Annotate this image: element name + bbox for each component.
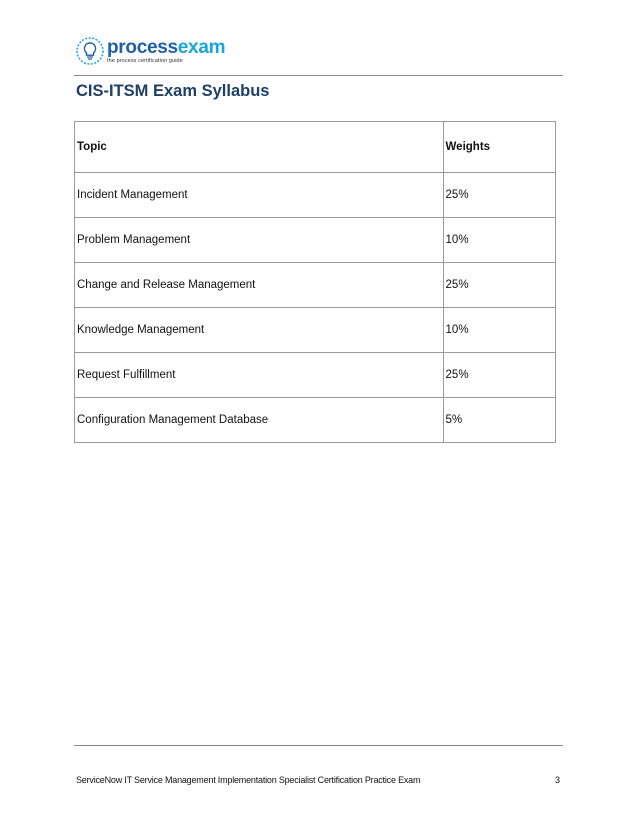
table-header-row [75, 122, 556, 173]
table-row [75, 263, 556, 308]
header-weights: Weights [443, 122, 555, 173]
lightbulb-icon [76, 37, 104, 65]
header-divider [74, 75, 563, 76]
topic-cell: Configuration Management Database [75, 398, 444, 443]
weight-cell: 25% [443, 263, 555, 308]
page-number: 3 [555, 775, 561, 785]
topic-cell: Problem Management [75, 218, 444, 263]
table-row [75, 173, 556, 218]
topic-cell: Knowledge Management [75, 308, 444, 353]
table-row [75, 398, 556, 443]
logo-wordmark: processexam [107, 36, 226, 58]
weight-cell: 10% [443, 308, 555, 353]
page-title: CIS-ITSM Exam Syllabus [76, 82, 270, 100]
table-row [75, 353, 556, 398]
topic-cell: Request Fulfillment [75, 353, 444, 398]
processexam-logo [76, 36, 225, 66]
weight-cell: 5% [443, 398, 555, 443]
table-row [75, 218, 556, 263]
header-topic: Topic [75, 122, 444, 173]
footer-divider [74, 745, 563, 746]
weight-cell: 25% [443, 353, 555, 398]
topic-cell: Change and Release Management [75, 263, 444, 308]
weight-cell: 25% [443, 173, 555, 218]
weight-cell: 10% [443, 218, 555, 263]
logo-tagline: the process certification guide [107, 57, 183, 64]
topic-cell: Incident Management [75, 173, 444, 218]
footer-title: ServiceNow IT Service Management Implementation Specialist Certification Practice Exam [76, 775, 421, 785]
table-row [75, 308, 556, 353]
syllabus-table [74, 121, 556, 443]
